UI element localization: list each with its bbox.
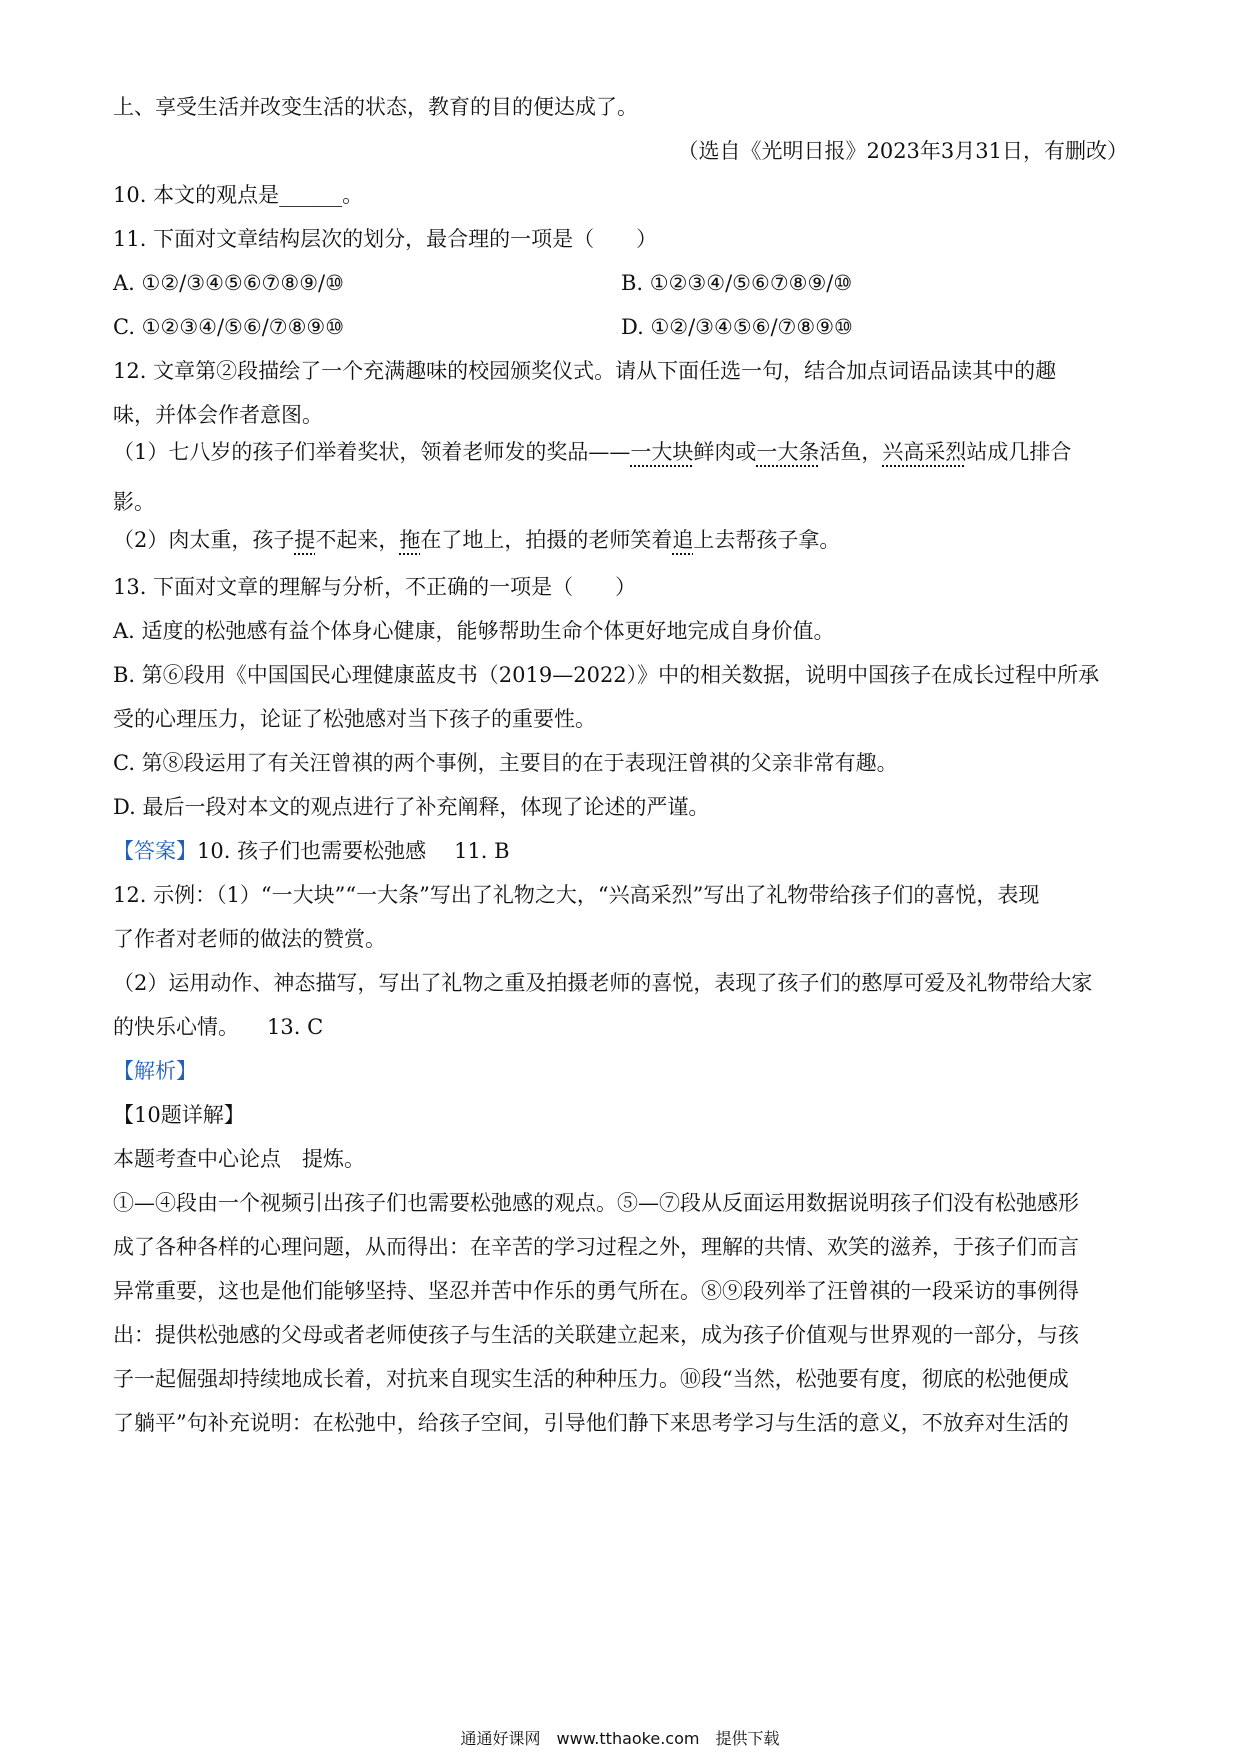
question-13: 13. 下面对文章的理解与分析，不正确的一项是（ ） <box>113 575 637 599</box>
answer-line <box>113 836 1130 866</box>
answer-label: 【答案】 <box>113 839 197 863</box>
sentence-2-part: （2）肉太重，孩子 <box>113 528 295 552</box>
option-d-q13: D. 最后一段对本文的观点进行了补充阐释，体现了论述的严谨。 <box>113 795 710 819</box>
analysis-label: 【解析】 <box>113 1059 197 1083</box>
sentence-1-part: 站成几排合 <box>966 440 1072 464</box>
analysis-text: 异常重要，这也是他们能够坚持、坚忍并苦中作乐的勇气所在。⑧⑨段列举了汪曾祺的一段采访的事例得 <box>113 1279 1079 1303</box>
sentence-2-part: 不起来， <box>315 528 400 552</box>
option-b-q11: B. ①②③④/⑤⑥⑦⑧⑨/⑩ <box>621 271 853 295</box>
analysis-text: 出：提供松弛感的父母或者老师使孩子与生活的关联建立起来，成为孩子价值观与世界观的一部分，与孩 <box>113 1323 1079 1347</box>
sentence-1-part: 鲜肉或 <box>693 440 757 464</box>
analysis-text: 本题考查中心论点 提炼。 <box>113 1147 365 1171</box>
question-11: 11. 下面对文章结构层次的划分，最合理的一项是（ ） <box>113 227 658 251</box>
option-c-q13: C. 第⑧段运用了有关汪曾祺的两个事例，主要目的在于表现汪曾祺的父亲非常有趣。 <box>113 751 898 775</box>
dotted-word: 一大块 <box>630 440 694 464</box>
sentence-1 <box>113 437 1130 467</box>
sentence-1-cont: 影。 <box>113 490 155 514</box>
sentence-2-part: 上去帮孩子拿。 <box>693 528 841 552</box>
option-a-q11: A. ①②/③④⑤⑥⑦⑧⑨/⑩ <box>113 271 344 295</box>
answer-12: 12. 示例：（1）“一大块”“一大条”写出了礼物之大，“兴高采烈”写出了礼物带给孩子们的喜悦，表现 <box>113 883 1040 907</box>
answer-10: 10. 孩子们也需要松弛感 <box>197 839 427 863</box>
answer-12-text: 的快乐心情。 <box>113 1015 239 1039</box>
sentence-1-part: （1）七八岁的孩子们举着奖状，领着老师发的奖品—— <box>113 440 631 464</box>
page-footer: 通通好课网 www.tthaoke.com 提供下载 <box>460 1729 780 1748</box>
answer-12-cont: 了作者对老师的做法的赞赏。 <box>113 927 386 951</box>
dotted-word: 追 <box>672 528 694 552</box>
option-a-q13: A. 适度的松弛感有益个体身心健康，能够帮助生命个体更好地完成自身价值。 <box>113 619 835 643</box>
sentence-2-part: 在了地上，拍摄的老师笑着 <box>420 528 673 552</box>
analysis-text: 成了各种各样的心理问题，从而得出：在辛苦的学习过程之外，理解的共情、欢笑的滋养，于孩子们而言 <box>113 1235 1079 1259</box>
sentence-1-part: 活鱼， <box>819 440 883 464</box>
question-12-cont: 味，并体会作者意图。 <box>113 403 323 427</box>
answer-11: 11. B <box>454 839 510 863</box>
question-10: 10. 本文的观点是______。 <box>113 183 364 207</box>
question-12: 12. 文章第②段描绘了一个充满趣味的校园颁奖仪式。请从下面任选一句，结合加点词语品读其中的趣 <box>113 359 1057 383</box>
dotted-word: 拖 <box>399 528 421 552</box>
sentence-2 <box>113 525 1130 555</box>
dotted-word: 兴高采烈 <box>882 440 967 464</box>
option-c-q11: C. ①②③④/⑤⑥/⑦⑧⑨⑩ <box>113 315 345 339</box>
answer-12-part2-cont <box>113 1012 1130 1042</box>
q10-detail-heading: 【10题详解】 <box>113 1103 245 1127</box>
dotted-word: 一大条 <box>756 440 820 464</box>
option-b-q13: B. 第⑥段用《中国国民心理健康蓝皮书（2019—2022）》中的相关数据，说明中国孩子在成长过程中所承 <box>113 663 1100 687</box>
analysis-text: 子一起倔强却持续地成长着，对抗来自现实生活的种种压力。⑩段“当然，松弛要有度，彻底的松弛便成 <box>113 1367 1069 1391</box>
dotted-word: 提 <box>294 528 316 552</box>
text-line: 上、享受生活并改变生活的状态，教育的目的便达成了。 <box>113 95 638 119</box>
analysis-text: ①—④段由一个视频引出孩子们也需要松弛感的观点。⑤—⑦段从反面运用数据说明孩子们没有松弛感形 <box>113 1191 1079 1215</box>
analysis-text: 了躺平”句补充说明：在松弛中，给孩子空间，引导他们静下来思考学习与生活的意义，不放弃对生活的 <box>113 1411 1069 1435</box>
answer-13: 13. C <box>267 1015 324 1039</box>
option-b-q13-cont: 受的心理压力，论证了松弛感对当下孩子的重要性。 <box>113 707 596 731</box>
source-citation: （选自《光明日报》2023年3月31日，有删改） <box>677 139 1128 163</box>
option-d-q11: D. ①②/③④⑤⑥/⑦⑧⑨⑩ <box>621 315 853 339</box>
answer-12-part2: （2）运用动作、神态描写，写出了礼物之重及拍摄老师的喜悦，表现了孩子们的憨厚可爱及礼物带给大家 <box>113 971 1093 995</box>
